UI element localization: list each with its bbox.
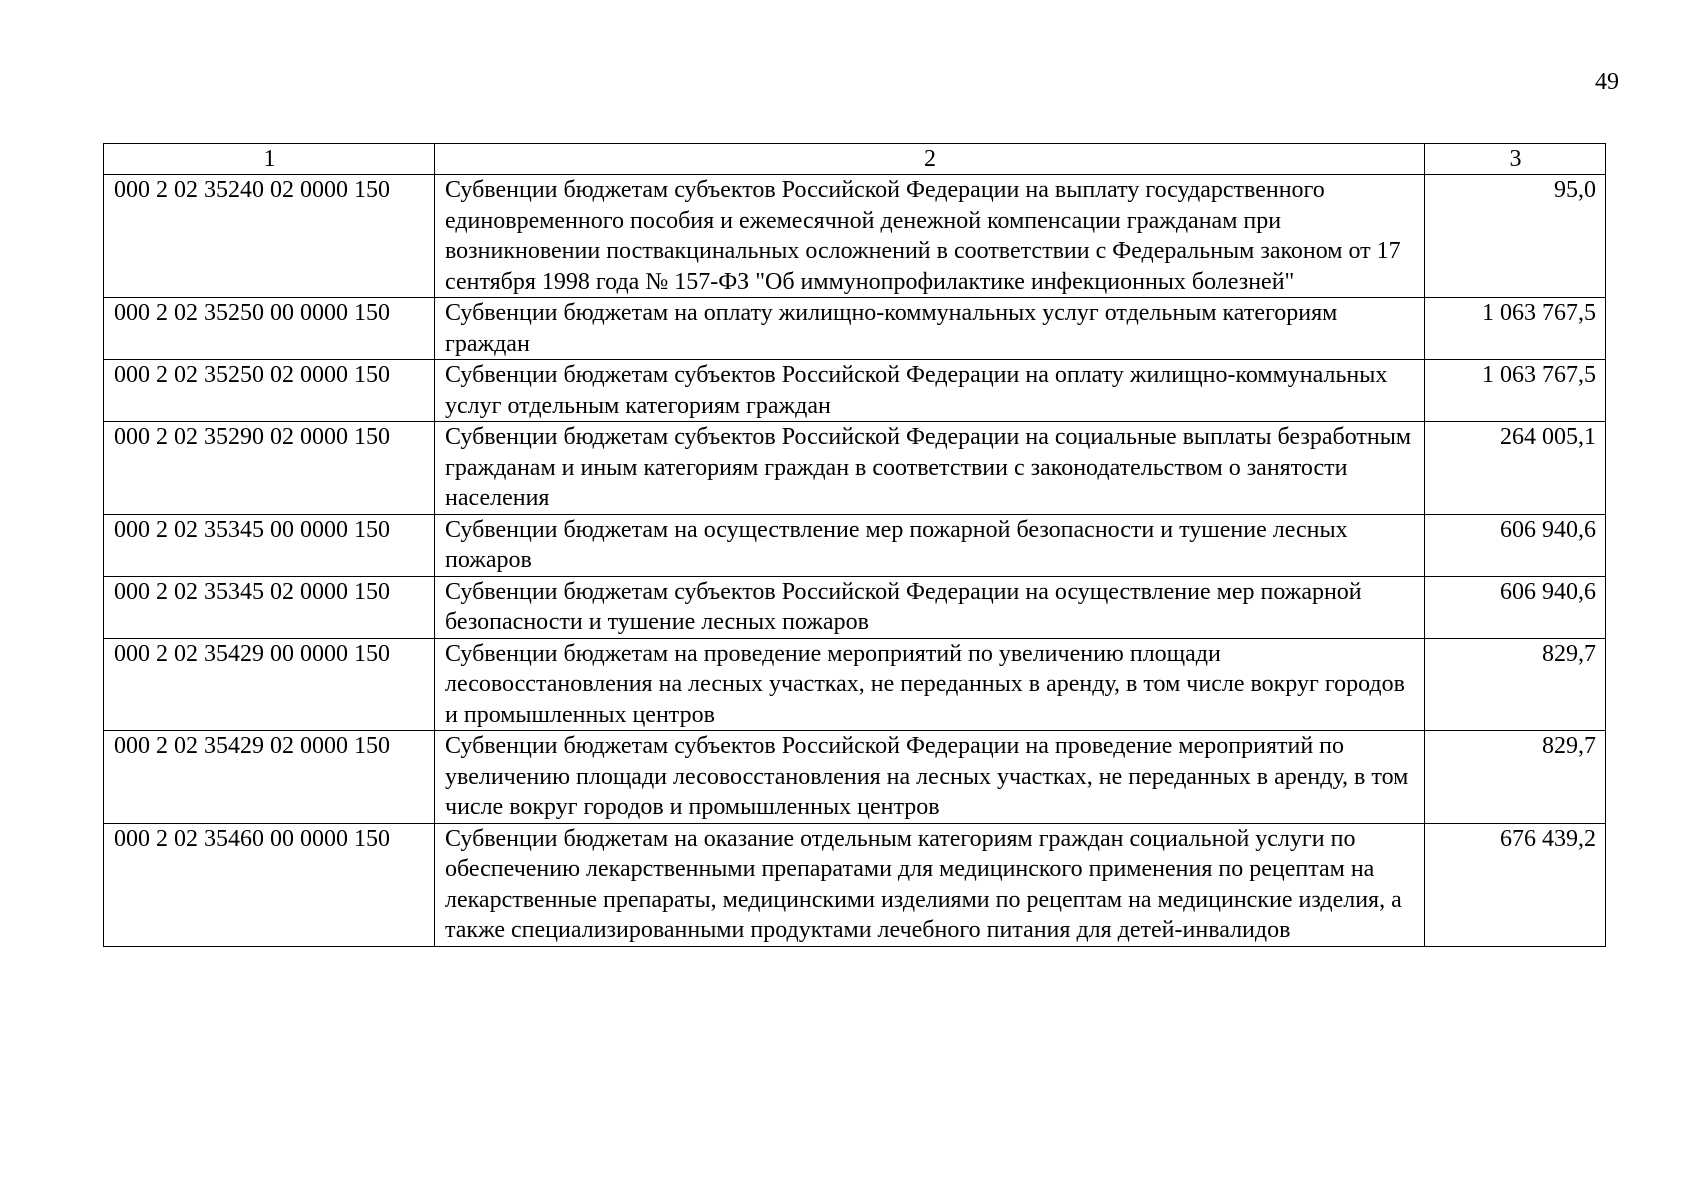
budget-description: Субвенции бюджетам на проведение мероприятий по увеличению площади лесовосстановления на лесных участках, не переданных в аренду, в том числе вокруг городов и промышленных центров [435, 638, 1425, 731]
budget-description: Субвенции бюджетам субъектов Российской Федерации на оплату жилищно-коммунальных услуг отдельным категориям граждан [435, 360, 1425, 422]
budget-description: Субвенции бюджетам субъектов Российской Федерации на социальные выплаты безработным гражданам и иным категориям граждан в соответствии с законодательством о занятости населения [435, 422, 1425, 515]
budget-code: 000 2 02 35240 02 0000 150 [104, 175, 435, 298]
column-header-amount: 3 [1425, 144, 1606, 175]
table-row [104, 576, 1606, 638]
page-number: 49 [1595, 69, 1619, 95]
budget-description: Субвенции бюджетам на оказание отдельным категориям граждан социальной услуги по обеспечению лекарственными препаратами для медицинского применения по рецептам на лекарственные препараты, медицинскими изделиями по рецептам на медицинские изделия, а также специализированными продуктами лечебного питания для детей-инвалидов [435, 823, 1425, 946]
budget-code: 000 2 02 35345 00 0000 150 [104, 514, 435, 576]
budget-description: Субвенции бюджетам на осуществление мер пожарной безопасности и тушение лесных пожаров [435, 514, 1425, 576]
budget-description: Субвенции бюджетам субъектов Российской Федерации на выплату государственного единовременного пособия и ежемесячной денежной компенсации гражданам при возникновении поствакцинальных осложнений в соответствии с Федеральным законом от 17 сентября 1998 года № 157-ФЗ "Об иммунопрофилактике инфекционных болезней" [435, 175, 1425, 298]
budget-code: 000 2 02 35460 00 0000 150 [104, 823, 435, 946]
header-row [104, 144, 1606, 175]
budget-code: 000 2 02 35290 02 0000 150 [104, 422, 435, 515]
budget-code: 000 2 02 35429 02 0000 150 [104, 731, 435, 824]
table-row [104, 823, 1606, 946]
table-row [104, 514, 1606, 576]
budget-amount: 264 005,1 [1425, 422, 1606, 515]
budget-description: Субвенции бюджетам на оплату жилищно-коммунальных услуг отдельным категориям граждан [435, 298, 1425, 360]
budget-amount: 606 940,6 [1425, 514, 1606, 576]
budget-code: 000 2 02 35429 00 0000 150 [104, 638, 435, 731]
budget-amount: 829,7 [1425, 638, 1606, 731]
budget-description: Субвенции бюджетам субъектов Российской Федерации на осуществление мер пожарной безопасности и тушение лесных пожаров [435, 576, 1425, 638]
budget-amount: 1 063 767,5 [1425, 298, 1606, 360]
table-row [104, 360, 1606, 422]
budget-amount: 1 063 767,5 [1425, 360, 1606, 422]
table-row [104, 638, 1606, 731]
budget-amount: 606 940,6 [1425, 576, 1606, 638]
budget-code: 000 2 02 35250 02 0000 150 [104, 360, 435, 422]
table-row [104, 175, 1606, 298]
budget-amount: 829,7 [1425, 731, 1606, 824]
column-header-code: 1 [104, 144, 435, 175]
budget-code: 000 2 02 35250 00 0000 150 [104, 298, 435, 360]
table-row [104, 298, 1606, 360]
table-row [104, 422, 1606, 515]
budget-description: Субвенции бюджетам субъектов Российской Федерации на проведение мероприятий по увеличению площади лесовосстановления на лесных участках, не переданных в аренду, в том числе вокруг городов и промышленных центров [435, 731, 1425, 824]
budget-amount: 95,0 [1425, 175, 1606, 298]
table-row [104, 731, 1606, 824]
budget-amount: 676 439,2 [1425, 823, 1606, 946]
column-header-description: 2 [435, 144, 1425, 175]
budget-table [103, 143, 1606, 947]
budget-code: 000 2 02 35345 02 0000 150 [104, 576, 435, 638]
